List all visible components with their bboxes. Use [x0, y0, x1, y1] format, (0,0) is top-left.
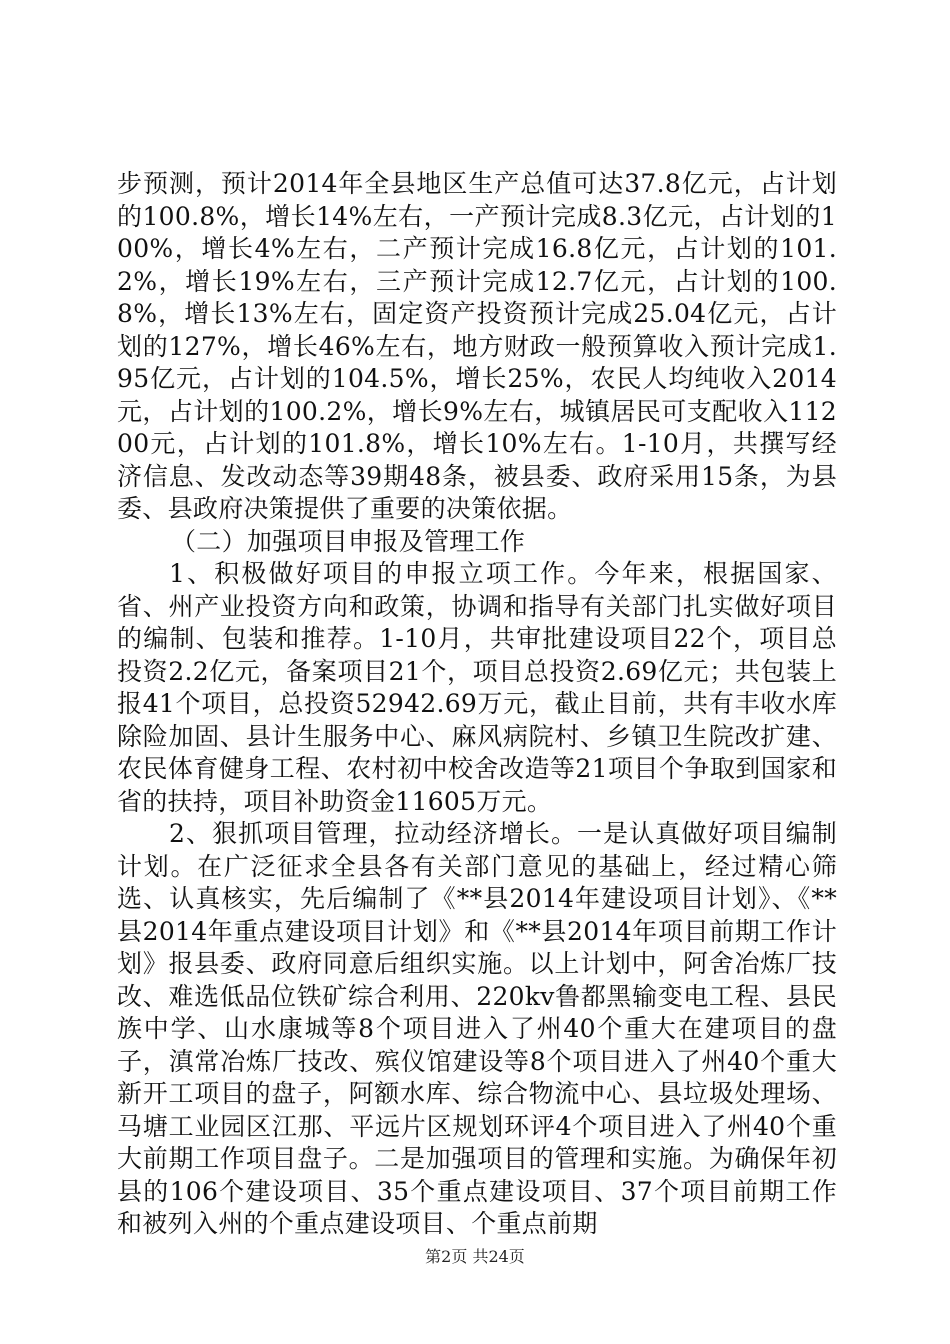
page-number-label: 第2页 共24页	[425, 1247, 525, 1266]
paragraph-project-management: 2、狠抓项目管理，拉动经济增长。一是认真做好项目编制计划。在广泛征求全县各有关部门意见的基础上，经过精心筛选、认真核实，先后编制了《**县2014年建设项目计划》、《**县2014年重点建设项目计划》和《**县2014年项目前期工作计划》报县委、政府同意后组织实施。以上计划中，阿舍冶炼厂技改、难选低品位铁矿综合利用、220kv鲁都黑输变电工程、县民族中学、山水康城等8个项目进入了州40个重大在建项目的盘子，滇常冶炼厂技改、殡仪馆建设等8个项目进入了州40个重大新开工项目的盘子，阿额水库、综合物流中心、县垃圾处理场、马塘工业园区江那、平远片区规划环评4个项目进入了州40个重大前期工作项目盘子。二是加强项目的管理和实施。为确保年初县的106个建设项目、35个重点建设项目、37个项目前期工作和被列入州的个重点建设项目、个重点前期	[117, 819, 837, 1238]
page-footer	[0, 1247, 950, 1267]
document-body	[117, 168, 837, 1241]
paragraph-forecast-summary: 步预测，预计2014年全县地区生产总值可达37.8亿元，占计划的100.8%，增长14%左右，一产预计完成8.3亿元，占计划的100%，增长4%左右，二产预计完成16.8亿元，占计划的101.2%，增长19%左右，三产预计完成12.7亿元，占计划的100.8%，增长13%左右，固定资产投资预计完成25.04亿元，占计划的127%，增长46%左右，地方财政一般预算收入预计完成1.95亿元，占计划的104.5%，增长25%，农民人均纯收入2014元，占计划的100.2%，增长9%左右，城镇居民可支配收入11200元，占计划的101.8%，增长10%左右。1-10月，共撰写经济信息、发改动态等39期48条，被县委、政府采用15条，为县委、县政府决策提供了重要的决策依据。	[117, 169, 837, 523]
section-heading-project-management: （二）加强项目申报及管理工作	[171, 526, 526, 556]
paragraph-project-application: 1、积极做好项目的申报立项工作。今年来，根据国家、省、州产业投资方向和政策，协调和指导有关部门扎实做好项目的编制、包装和推荐。1-10月，共审批建设项目22个，项目总投资2.2亿元，备案项目21个，项目总投资2.69亿元；共包装上报41个项目，总投资52942.69万元，截止目前，共有丰收水库除险加固、县计生服务中心、麻风病院村、乡镇卫生院改扩建、农民体育健身工程、农村初中校舍改造等21项目个争取到国家和省的扶持，项目补助资金11605万元。	[117, 559, 837, 816]
